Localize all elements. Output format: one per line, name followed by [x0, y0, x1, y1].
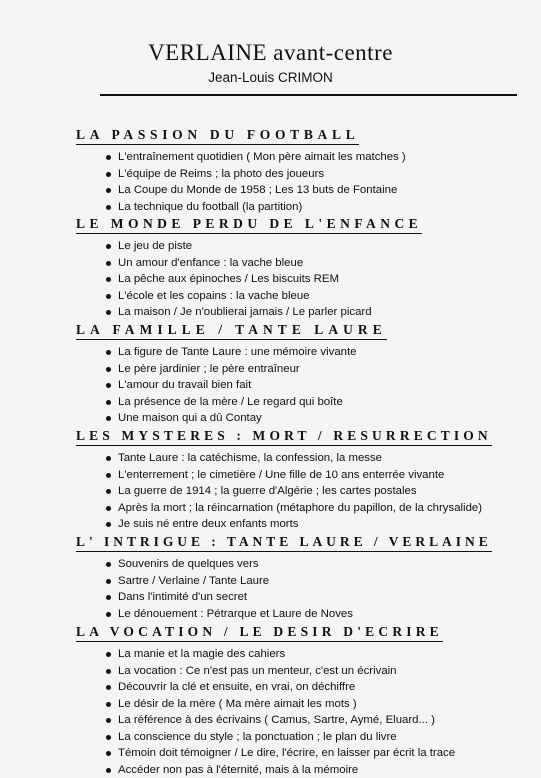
list-item: Le dénouement : Pétrarque et Laure de Noves [106, 606, 516, 623]
document-title: VERLAINE avant-centre [0, 40, 541, 66]
bullet-icon [106, 685, 111, 690]
bullet-icon [106, 702, 111, 707]
list-item: Le père jardinier ; le père entraîneur [106, 361, 516, 378]
list-item: Sartre / Verlaine / Tante Laure [106, 573, 516, 590]
list-item: La technique du football (la partition) [106, 199, 516, 216]
list-item: La pêche aux épinoches / Les biscuits REM [106, 271, 516, 288]
bullet-icon [106, 188, 111, 193]
item-list [76, 556, 516, 622]
list-item: Une maison qui a dû Contay [106, 410, 516, 427]
section-title: LA PASSION DU FOOTBALL [76, 127, 359, 145]
document-author: Jean-Louis CRIMON [0, 70, 541, 85]
bullet-icon [106, 416, 111, 421]
bullet-icon [106, 310, 111, 315]
section-famille [76, 321, 516, 427]
list-item: Tante Laure : la catéchisme, la confession, la messe [106, 450, 516, 467]
item-list [76, 450, 516, 533]
list-item: Accéder non pas à l'éternité, mais à la mémoire [106, 762, 516, 778]
bullet-icon [106, 718, 111, 723]
list-item: Témoin doit témoigner / Le dire, l'écrire, en laisser par écrit la trace [106, 745, 516, 762]
bullet-icon [106, 367, 111, 372]
list-item: La Coupe du Monde de 1958 ; Les 13 buts de Fontaine [106, 182, 516, 199]
list-item: La conscience du style ; la ponctuation ; le plan du livre [106, 729, 516, 746]
list-item: Découvrir la clé et ensuite, en vrai, on déchiffre [106, 679, 516, 696]
bullet-icon [106, 383, 111, 388]
list-item: La référence à des écrivains ( Camus, Sartre, Aymé, Eluard... ) [106, 712, 516, 729]
bullet-icon [106, 669, 111, 674]
list-item: L'école et les copains : la vache bleue [106, 288, 516, 305]
bullet-icon [106, 652, 111, 657]
section-title: L' INTRIGUE : TANTE LAURE / VERLAINE [76, 534, 492, 552]
list-item: L'équipe de Reims ; la photo des joueurs [106, 166, 516, 183]
list-item: Le jeu de piste [106, 238, 516, 255]
bullet-icon [106, 768, 111, 773]
bullet-icon [106, 277, 111, 282]
list-item: La guerre de 1914 ; la guerre d'Algérie ; les cartes postales [106, 483, 516, 500]
list-item: L'amour du travail bien fait [106, 377, 516, 394]
bullet-icon [106, 172, 111, 177]
section-passion-football [76, 126, 516, 215]
bullet-icon [106, 261, 111, 266]
list-item: Je suis né entre deux enfants morts [106, 516, 516, 533]
list-item: La figure de Tante Laure : une mémoire vivante [106, 344, 516, 361]
item-list [76, 344, 516, 427]
section-title: LE MONDE PERDU DE L'ENFANCE [76, 216, 422, 234]
header-rule [100, 94, 517, 96]
section-vocation [76, 623, 516, 778]
bullet-icon [106, 562, 111, 567]
bullet-icon [106, 294, 111, 299]
bullet-icon [106, 473, 111, 478]
item-list [76, 149, 516, 215]
bullet-icon [106, 735, 111, 740]
bullet-icon [106, 456, 111, 461]
section-title: LA FAMILLE / TANTE LAURE [76, 322, 387, 340]
item-list [76, 646, 516, 778]
list-item: La manie et la magie des cahiers [106, 646, 516, 663]
list-item: Dans l'intimité d'un secret [106, 589, 516, 606]
bullet-icon [106, 579, 111, 584]
bullet-icon [106, 155, 111, 160]
list-item: Un amour d'enfance : la vache bleue [106, 255, 516, 272]
list-item: La maison / Je n'oublierai jamais / Le parler picard [106, 304, 516, 321]
item-list [76, 238, 516, 321]
bullet-icon [106, 522, 111, 527]
bullet-icon [106, 244, 111, 249]
list-item: Après la mort ; la réincarnation (métaphore du papillon, de la chrysalide) [106, 500, 516, 517]
section-title: LA VOCATION / LE DESIR D'ECRIRE [76, 624, 443, 642]
list-item: Souvenirs de quelques vers [106, 556, 516, 573]
section-monde-perdu [76, 215, 516, 321]
bullet-icon [106, 751, 111, 756]
list-item: La présence de la mère / Le regard qui boîte [106, 394, 516, 411]
list-item: La vocation : Ce n'est pas un menteur, c'est un écrivain [106, 663, 516, 680]
list-item: L'entraînement quotidien ( Mon père aimait les matches ) [106, 149, 516, 166]
bullet-icon [106, 612, 111, 617]
list-item: Le désir de la mère ( Ma mère aimait les mots ) [106, 696, 516, 713]
bullet-icon [106, 350, 111, 355]
section-mysteres [76, 427, 516, 533]
list-item: L'enterrement ; le cimetière / Une fille de 10 ans enterrée vivante [106, 467, 516, 484]
section-title: LES MYSTERES : MORT / RESURRECTION [76, 428, 492, 446]
section-intrigue [76, 533, 516, 622]
bullet-icon [106, 595, 111, 600]
bullet-icon [106, 506, 111, 511]
bullet-icon [106, 400, 111, 405]
bullet-icon [106, 489, 111, 494]
bullet-icon [106, 205, 111, 210]
